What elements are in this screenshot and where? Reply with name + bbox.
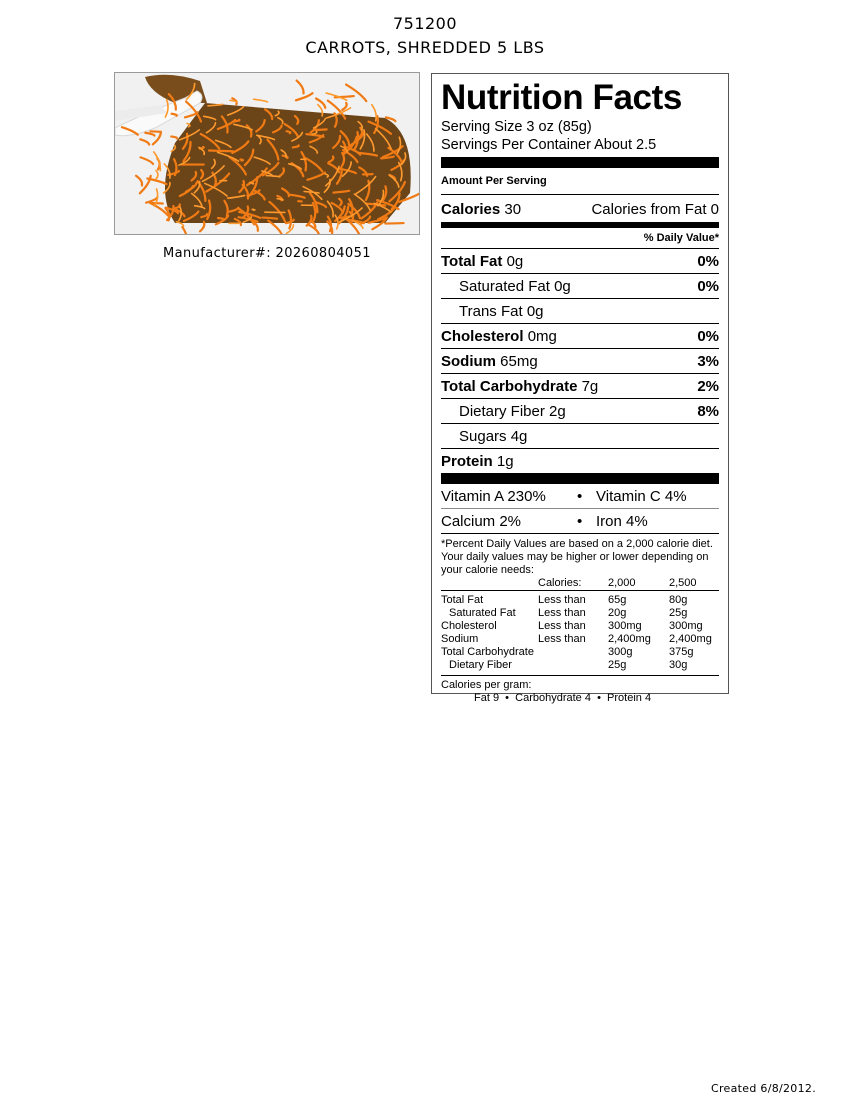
nutrient-row-sodium: Sodium 65mg 3% — [441, 349, 719, 374]
table-row: Total Fat Less than 65g 80g — [441, 594, 688, 606]
calories: Calories 30 — [441, 201, 522, 218]
created-date: Created 6/8/2012. — [710, 1082, 816, 1095]
table-row: Calories: 2,000 2,500 — [441, 577, 719, 591]
item-name: CARROTS, SHREDDED 5 LBS — [305, 38, 545, 57]
daily-value-table — [441, 577, 719, 672]
manufacturer-number: Manufacturer#: 20260804051 — [163, 246, 371, 261]
daily-value-footnote: *Percent Daily Values are based on a 2,000 calorie diet. Your daily values may be higher or lower depending on your calorie needs: Calories: 2,000 2,500 Total Fat Less than 65g 80g Saturated Fat Less than 20g 25g Cholesterol Less than 300mg 300mg Sodium Less than 2,400mg 2,400mg Total Carbohydrate 300g 375g Dietary Fiber 25g 30g Calories per gram: Fat 9 • Carbohydrate 4 • Protein 4 — [441, 534, 719, 705]
nutrient-row-total-fat: Total Fat 0g 0% — [441, 249, 719, 274]
table-row: Sodium Less than 2,400mg 2,400mg — [441, 633, 712, 645]
calories-per-gram: Calories per gram: Fat 9 • Carbohydrate 4 • Protein 4 — [441, 675, 719, 705]
nutrient-row-total-carbohydrate: Total Carbohydrate 7g 2% — [441, 374, 719, 399]
thick-divider — [441, 473, 719, 484]
nutrient-row-dietary-fiber: Dietary Fiber 2g 8% — [441, 399, 719, 424]
nutrient-row-sugars: Sugars 4g — [441, 424, 719, 449]
daily-value-header: % Daily Value* — [441, 228, 719, 249]
shredded-carrots-image — [115, 73, 419, 234]
product-photo — [114, 72, 420, 235]
nutrient-row-protein: Protein 1g — [441, 452, 514, 470]
vitamin-row: Vitamin A 230% • Vitamin C 4% — [441, 484, 719, 509]
vitamin-row: Calcium 2% • Iron 4% — [441, 509, 719, 534]
thick-divider — [441, 157, 719, 168]
table-row: Saturated Fat Less than 20g 25g — [449, 607, 688, 619]
nutrient-row-trans-fat: Trans Fat 0g — [441, 299, 719, 324]
serving-size: Serving Size 3 oz (85g) — [441, 119, 592, 135]
table-row: Dietary Fiber 25g 30g — [449, 659, 688, 671]
amount-per-serving: Amount Per Serving — [441, 168, 719, 195]
nutrient-row-saturated-fat: Saturated Fat 0g 0% — [441, 274, 719, 299]
nutrition-facts-label — [431, 73, 729, 704]
nutrient-row-cholesterol: Cholesterol 0mg 0% — [441, 324, 719, 349]
table-row: Total Carbohydrate 300g 375g — [441, 646, 694, 658]
calories-row — [441, 195, 719, 222]
table-row: Cholesterol Less than 300mg 300mg — [441, 620, 703, 632]
servings-per-container: Servings Per Container About 2.5 — [441, 137, 657, 153]
item-code: 751200 — [392, 14, 458, 33]
nutrition-title: Nutrition Facts — [441, 78, 682, 117]
calories-from-fat: Calories from Fat 0 — [591, 201, 719, 218]
